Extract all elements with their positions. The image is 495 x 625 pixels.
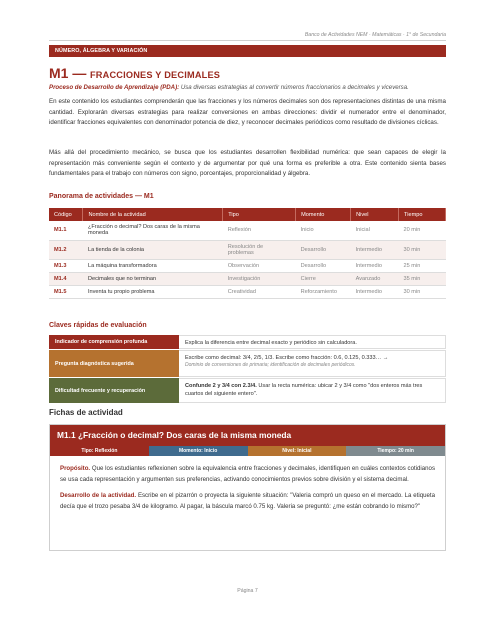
table-row xyxy=(49,240,446,259)
pda-label: Proceso de Desarrollo de Aprendizaje (PDA): xyxy=(49,84,180,91)
activity-moment: Desarrollo xyxy=(296,259,351,272)
card-meta-bar xyxy=(50,446,445,456)
activity-moment: Inicio xyxy=(296,221,351,240)
table-header-row xyxy=(49,208,446,221)
card-title: M1.1 ¿Fracción o decimal? Dos caras de la misma moneda xyxy=(50,425,445,446)
activity-card xyxy=(49,424,446,551)
key-text xyxy=(179,378,446,403)
purpose-paragraph xyxy=(60,464,435,485)
activity-type: Resolución de problemas xyxy=(223,240,296,259)
key-row xyxy=(49,378,446,404)
meta-type: Tipo: Reflexión xyxy=(50,446,149,456)
activity-moment: Cierre xyxy=(296,272,351,285)
activity-type: Creatividad xyxy=(223,285,296,298)
activity-code: M1.4 xyxy=(49,272,83,285)
key-label: Indicador de comprensión profunda xyxy=(49,335,179,349)
intro-paragraph-1: En este contenido los estudiantes comprenderán que las fracciones y los números decimales son dos representaciones distintas de una misma cantidad. Explorarán diversas estrategias para realizar conversiones en ambas direcciones: dividir el numerador entre el denominador, identificar fracciones equivalentes con denominador potencia de diez, y reconocer decimales periódicos como resultado de divisiones cíclicas. xyxy=(49,98,446,127)
column-header: Nombre de la actividad xyxy=(83,208,223,221)
purpose-label: Propósito. xyxy=(60,465,91,472)
header-rule xyxy=(49,40,446,41)
pda-text: Usa diversas estrategias al convertir números fraccionarios a decimales y viceversa. xyxy=(180,84,409,91)
development-label: Desarrollo de la actividad. xyxy=(60,492,137,500)
fichas-heading: Fichas de actividad xyxy=(49,408,123,417)
activity-name: ¿Fracción o decimal? Dos caras de la misma moneda xyxy=(83,221,223,240)
activity-name: La tienda de la colonia xyxy=(83,240,223,259)
evaluation-keys xyxy=(49,335,446,404)
column-header: Código xyxy=(49,208,83,221)
activity-level: Inicial xyxy=(351,221,399,240)
activity-code: M1.5 xyxy=(49,285,83,298)
activity-type: Observación xyxy=(223,259,296,272)
key-text xyxy=(179,350,446,377)
table-row xyxy=(49,259,446,272)
meta-moment: Momento: Inicio xyxy=(149,446,248,456)
table-row xyxy=(49,272,446,285)
activity-time: 20 min xyxy=(399,221,446,240)
key-note: Dominio de conversiones de primaria; identificación de decimales periódicos. xyxy=(185,362,356,368)
development-text: Escribe en el pizarrón o proyecta la siguiente situación: "Valeria compró un queso en el mercado. La etiqueta decía que el trozo pesaba 3/4 de kilogramo. Al pagar, la báscula marcó 0.75 kg. Valeria se preguntó: ¿me están cobrando lo mismo?" xyxy=(60,492,435,510)
running-header: Banco de Actividades NEM · Matemáticas · 1° de Secundaria xyxy=(304,32,446,38)
activity-name: Inventa tu propio problema xyxy=(83,285,223,298)
claves-heading: Claves rápidas de evaluación xyxy=(49,322,147,329)
activity-type: Reflexión xyxy=(223,221,296,240)
page-number: Página 7 xyxy=(237,588,258,594)
key-label: Dificultad frecuente y recuperación xyxy=(49,378,179,403)
activities-table xyxy=(49,208,446,299)
key-label: Pregunta diagnóstica sugerida xyxy=(49,350,179,377)
key-row xyxy=(49,350,446,378)
activity-time: 30 min xyxy=(399,240,446,259)
panorama-heading: Panorama de actividades — M1 xyxy=(49,193,154,200)
activity-time: 30 min xyxy=(399,285,446,298)
activity-level: Intermedio xyxy=(351,285,399,298)
activity-time: 25 min xyxy=(399,259,446,272)
activity-level: Intermedio xyxy=(351,240,399,259)
development-paragraph xyxy=(60,491,435,512)
activity-level: Avanzado xyxy=(351,272,399,285)
activity-name: Decimales que no terminan xyxy=(83,272,223,285)
key-text xyxy=(179,335,446,349)
key-text-bold: Confunde 2 y 3/4 con 2.3/4. xyxy=(185,383,257,389)
activity-code: M1.1 xyxy=(49,221,83,240)
table-row xyxy=(49,285,446,298)
purpose-text: Que los estudiantes reflexionen sobre la equivalencia entre fracciones y decimales, identifiquen en cuáles contextos cotidianos se usa cada representación y argumenten sus preferencias, activando conocimientos previos sobre división y el sistema decimal. xyxy=(60,465,435,483)
table-row xyxy=(49,221,446,240)
activity-moment: Reforzamiento xyxy=(296,285,351,298)
activity-name: La máquina transformadora xyxy=(83,259,223,272)
meta-time: Tiempo: 20 min xyxy=(346,446,445,456)
column-header: Tiempo xyxy=(399,208,446,221)
key-text-main: Escribe como decimal: 3/4, 2/5, 1/3. Escribe como fracción: 0.6, 0.125, 0.333… → xyxy=(185,355,389,361)
title-code: M1 — xyxy=(49,65,87,81)
title-name: FRACCIONES Y DECIMALES xyxy=(89,70,221,80)
column-header: Nivel xyxy=(351,208,399,221)
activity-level: Intermedio xyxy=(351,259,399,272)
key-text-main: Usar la recta numérica: ubicar 2 y 3/4 como "dos enteros más tres cuartos del siguiente entero". xyxy=(185,383,423,397)
activity-type: Investigación xyxy=(223,272,296,285)
page-title xyxy=(49,65,220,81)
meta-level: Nivel: Inicial xyxy=(248,446,347,456)
key-row xyxy=(49,335,446,350)
column-header: Tipo xyxy=(223,208,296,221)
activity-code: M1.3 xyxy=(49,259,83,272)
activity-code: M1.2 xyxy=(49,240,83,259)
card-body xyxy=(50,456,445,512)
activity-time: 35 min xyxy=(399,272,446,285)
intro-paragraph-2: Más allá del procedimiento mecánico, se busca que los estudiantes desarrollen flexibilidad numérica: que sean capaces de elegir la representación más conveniente según el contexto y de argumentar por qué una forma es preferible a otra. Este contenido sienta bases fundamentales para el trabajo con números con signo, porcentajes, proporcionalidad y álgebra. xyxy=(49,149,446,178)
key-text-main: Explica la diferencia entre decimal exacto y periódico sin calculadora. xyxy=(185,340,357,346)
activity-moment: Desarrollo xyxy=(296,240,351,259)
section-bar: NÚMERO, ÁLGEBRA Y VARIACIÓN xyxy=(49,45,446,57)
column-header: Momento xyxy=(296,208,351,221)
pda-line xyxy=(49,84,446,91)
